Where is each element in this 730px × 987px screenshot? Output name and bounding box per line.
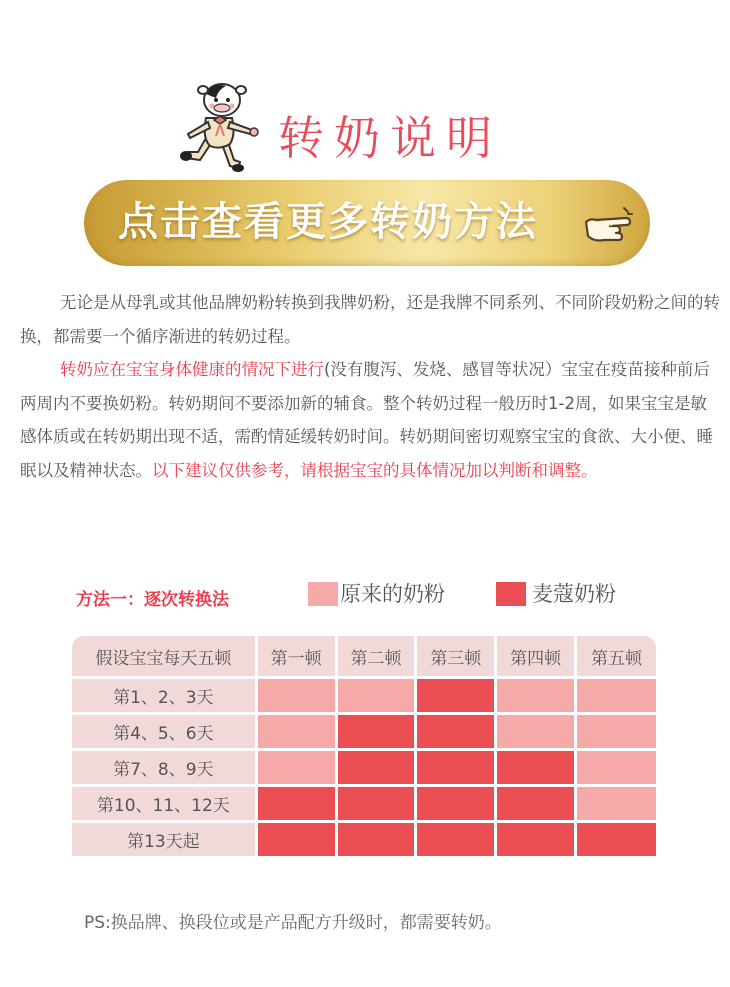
pointing-hand-icon — [580, 200, 636, 248]
footnote: PS:换品牌、换段位或是产品配方升级时，都需要转奶。 — [84, 913, 502, 933]
table-row — [72, 715, 656, 748]
transition-guidelines — [20, 353, 720, 487]
original-formula-cell — [497, 715, 574, 748]
new-formula-cell — [497, 787, 574, 820]
original-formula-swatch — [308, 582, 338, 606]
new-formula-cell — [258, 823, 335, 856]
more-methods-button[interactable] — [84, 180, 650, 266]
page-title: 转奶说明 — [278, 111, 502, 165]
health-condition-highlight: 转奶应在宝宝身体健康的情况下进行 — [60, 360, 324, 379]
table-header: 第二顿 — [338, 636, 415, 676]
table-row — [72, 751, 656, 784]
day-range-label: 第13天起 — [72, 823, 255, 856]
table-header: 第四顿 — [497, 636, 574, 676]
original-formula-cell — [258, 715, 335, 748]
new-formula-cell — [417, 679, 494, 712]
new-formula-swatch — [496, 582, 526, 606]
new-formula-cell — [497, 823, 574, 856]
table-row — [72, 787, 656, 820]
table-header: 第五顿 — [577, 636, 656, 676]
new-formula-cell — [577, 823, 656, 856]
original-formula-cell — [497, 679, 574, 712]
new-formula-cell — [417, 715, 494, 748]
table-header: 假设宝宝每天五顿 — [72, 636, 255, 676]
original-formula-label: 原来的奶粉 — [340, 582, 445, 606]
table-row — [72, 679, 656, 712]
new-formula-cell — [497, 751, 574, 784]
advice-disclaimer: 以下建议仅供参考，请根据宝宝的具体情况加以判断和调整。 — [152, 460, 598, 480]
baby-cow-mascot-icon — [172, 80, 272, 175]
new-formula-cell — [258, 787, 335, 820]
original-formula-cell — [577, 787, 656, 820]
original-formula-cell — [258, 751, 335, 784]
original-formula-cell — [577, 715, 656, 748]
day-range-label: 第10、11、12天 — [72, 787, 255, 820]
day-range-label: 第4、5、6天 — [72, 715, 255, 748]
table-header: 第三顿 — [417, 636, 494, 676]
table-header: 第一顿 — [258, 636, 335, 676]
legend — [76, 580, 676, 610]
table-row — [72, 823, 656, 856]
new-formula-cell — [338, 751, 415, 784]
transition-schedule-table — [72, 636, 656, 872]
new-formula-cell — [417, 787, 494, 820]
day-range-label: 第7、8、9天 — [72, 751, 255, 784]
new-formula-cell — [417, 823, 494, 856]
original-formula-cell — [577, 751, 656, 784]
guidelines-body: (没有腹泻、发烧、感冒等状况）宝宝在疫苗接种前后两周内不要换奶粉。转奶期间不要添加新的辅食。整个转奶过程一般历时1-2周，如果宝宝是敏感体质或在转奶期出现不适，需酌情延缓转奶时间。转奶期间密切观察宝宝的食欲、大小便、睡眠以及精神状态。 — [20, 360, 713, 480]
method-title: 方法一：逐次转换法 — [76, 590, 229, 610]
original-formula-cell — [338, 679, 415, 712]
original-formula-cell — [577, 679, 656, 712]
intro-paragraph: 无论是从母乳或其他品牌奶粉转换到我牌奶粉，还是我牌不同系列、不同阶段奶粉之间的转换，都需要一个循序渐进的转奶过程。 — [20, 293, 720, 346]
new-formula-cell — [338, 823, 415, 856]
new-formula-cell — [338, 787, 415, 820]
original-formula-cell — [258, 679, 335, 712]
table-header-row — [72, 636, 656, 676]
more-methods-label: 点击查看更多转奶方法 — [118, 199, 538, 245]
day-range-label: 第1、2、3天 — [72, 679, 255, 712]
new-formula-cell — [417, 751, 494, 784]
new-formula-label: 麦蔻奶粉 — [532, 582, 616, 606]
new-formula-cell — [338, 715, 415, 748]
